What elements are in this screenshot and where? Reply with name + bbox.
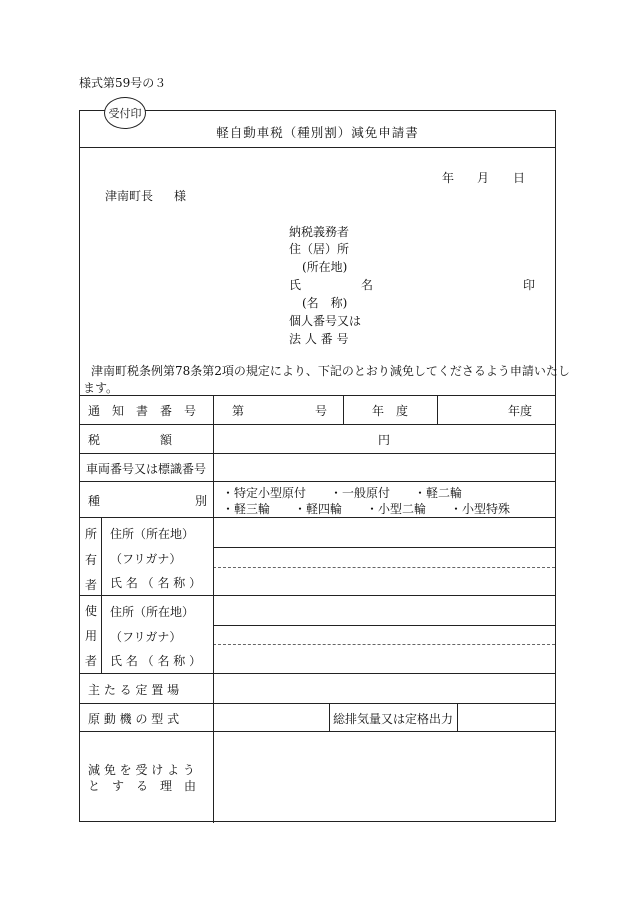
seal-mark: 印	[523, 278, 536, 292]
column-divider	[437, 395, 438, 424]
divider	[80, 481, 555, 482]
engine-type-label: 原 動 機 の 型 式	[88, 712, 180, 726]
tax-amount-label: 税 額	[88, 433, 173, 447]
dashed-divider	[213, 644, 555, 645]
owner-side-3: 者	[85, 578, 98, 592]
date-month-field[interactable]: 月	[477, 171, 490, 185]
id-label-1[interactable]: 個人番号又は	[289, 314, 362, 328]
owner-side-2: 有	[85, 553, 98, 567]
statement-line-2: ます。	[83, 381, 119, 395]
notice-no-go: 号	[315, 404, 328, 418]
id-label-2: 法 人 番 号	[289, 332, 349, 346]
divider	[80, 703, 555, 704]
storage-location-label: 主 た る 定 置 場	[88, 683, 180, 697]
tax-amount-field[interactable]: 円	[378, 433, 391, 447]
addressee-name: 津南町長	[105, 189, 154, 203]
column-divider	[329, 703, 330, 731]
user-side-1: 使	[85, 604, 98, 618]
owner-name-label: 氏 名 （ 名 称 ）	[110, 576, 202, 590]
reason-field[interactable]	[214, 732, 555, 821]
name-label-2[interactable]: 名	[361, 278, 374, 292]
fiscal-year-field[interactable]: 年度	[508, 404, 533, 418]
taxpayer-label: 納税義務者	[289, 225, 350, 239]
type-label-2: 別	[195, 494, 208, 508]
displacement-label: 総排気量又は定格出力	[333, 712, 454, 726]
name-sub-label: (名 称)	[302, 296, 348, 310]
column-divider	[343, 395, 344, 424]
divider	[80, 517, 555, 518]
application-form	[79, 110, 570, 822]
addressee-honorific: 様	[174, 189, 187, 203]
notice-no-label: 通 知 書 番 号	[88, 404, 197, 418]
reason-label-1: 減 免 を 受 け よ う	[88, 763, 195, 777]
address-sub-label: (所在地)	[302, 260, 348, 274]
vehicle-number-field[interactable]	[214, 454, 555, 480]
divider	[80, 424, 555, 425]
column-divider	[457, 703, 458, 731]
type-options-line-2[interactable]: ・軽三輪 ・軽四輪 ・小型二輪 ・小型特殊	[222, 502, 511, 516]
user-furigana-label: （フリガナ）	[110, 630, 182, 644]
user-side-3: 者	[85, 654, 98, 668]
column-divider	[101, 517, 102, 673]
name-label-1: 氏	[289, 278, 302, 292]
divider	[80, 395, 555, 396]
divider	[80, 595, 555, 596]
user-name-label: 氏 名 （ 名 称 ）	[110, 654, 202, 668]
notice-no-dai[interactable]: 第	[232, 404, 245, 418]
type-label-1: 種	[88, 494, 101, 508]
date-year-field[interactable]: 年	[442, 171, 455, 185]
form-number: 様式第59号の３	[79, 76, 167, 90]
reason-label-2: と す る 理 由	[88, 779, 197, 793]
stamp-label: 受付印	[108, 107, 142, 120]
owner-furigana-label: （フリガナ）	[110, 552, 182, 566]
owner-address-label: 住所（所在地）	[110, 527, 195, 541]
statement-line-1: 津南町税条例第78条第2項の規定により、下記のとおり減免してくださるよう申請いたし	[91, 364, 570, 378]
fiscal-year-label: 年 度	[372, 404, 409, 418]
dashed-divider	[213, 567, 555, 568]
owner-side-1: 所	[85, 527, 98, 541]
divider	[213, 547, 555, 548]
divider	[80, 147, 555, 148]
divider	[213, 625, 555, 626]
vehicle-number-label: 車両番号又は標識番号	[86, 462, 207, 476]
form-title: 軽自動車税（種別割）減免申請書	[216, 125, 419, 140]
type-options-line-1[interactable]: ・特定小型原付 ・一般原付 ・軽二輪	[222, 486, 463, 500]
user-address-label: 住所（所在地）	[110, 605, 195, 619]
divider	[80, 673, 555, 674]
date-day-field[interactable]: 日	[513, 171, 526, 185]
user-side-2: 用	[85, 629, 98, 643]
reception-stamp	[104, 97, 146, 129]
address-label[interactable]: 住（居）所	[289, 242, 350, 256]
